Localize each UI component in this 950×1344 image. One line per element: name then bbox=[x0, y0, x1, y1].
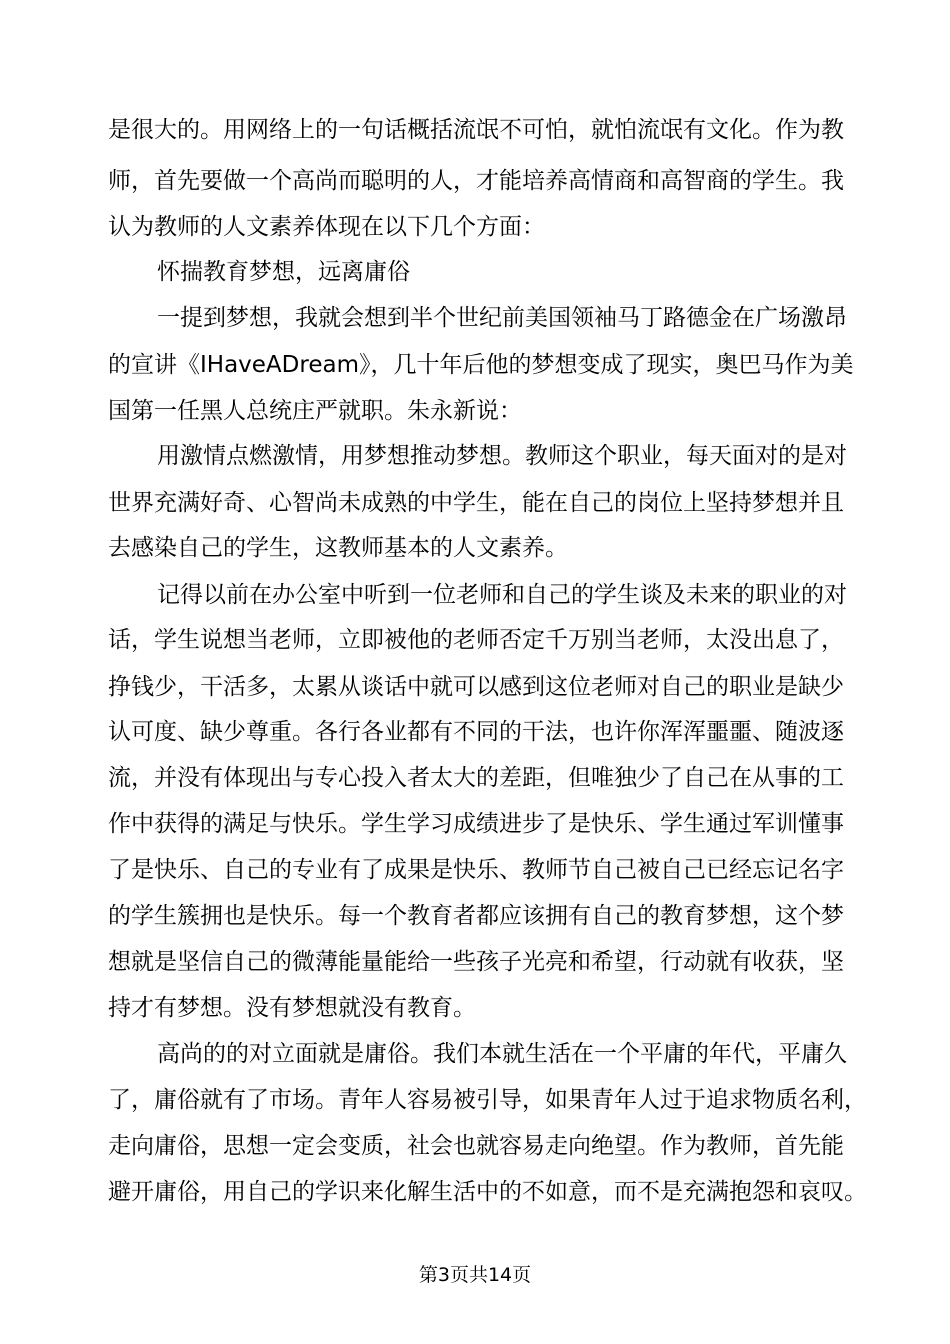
body-line: 作中获得的满足与快乐。学生学习成绩进步了是快乐、学生通过军训懂事 bbox=[108, 811, 844, 837]
body-line: 是很大的。用网络上的一句话概括流氓不可怕，就怕流氓有文化。作为教 bbox=[108, 117, 844, 143]
body-line: 想就是坚信自己的微薄能量能给一些孩子光亮和希望，行动就有收获，坚 bbox=[108, 949, 844, 975]
body-line: 流，并没有体现出与专心投入者太大的差距，但唯独少了自己在从事的工 bbox=[108, 765, 844, 791]
body-line: 世界充满好奇、心智尚未成熟的中学生，能在自己的岗位上坚持梦想并且 bbox=[108, 490, 844, 516]
body-line: 师，首先要做一个高尚而聪明的人，才能培养高情商和高智商的学生。我 bbox=[108, 168, 844, 194]
body-line: 记得以前在办公室中听到一位老师和自己的学生谈及未来的职业的对 bbox=[157, 582, 847, 608]
body-line: 一提到梦想，我就会想到半个世纪前美国领袖马丁路德金在广场激昂 bbox=[157, 305, 847, 331]
body-line: 避开庸俗，用自己的学识来化解生活中的不如意，而不是充满抱怨和哀叹。 bbox=[108, 1179, 867, 1205]
body-line: 去感染自己的学生，这教师基本的人文素养。 bbox=[108, 535, 568, 561]
body-line: 的学生簇拥也是快乐。每一个教育者都应该拥有自己的教育梦想，这个梦 bbox=[108, 903, 844, 929]
body-line: 认可度、缺少尊重。各行各业都有不同的干法，也许你浑浑噩噩、随波逐 bbox=[108, 719, 844, 745]
body-line: 话，学生说想当老师，立即被他的老师否定千万别当老师，太没出息了， bbox=[108, 627, 844, 653]
body-line: 了，庸俗就有了市场。青年人容易被引导，如果青年人过于追求物质名利， bbox=[108, 1087, 867, 1113]
body-line: 的宣讲《IHaveADream》，几十年后他的梦想变成了现实，奥巴马作为美 bbox=[108, 352, 854, 378]
body-line: 了是快乐、自己的专业有了成果是快乐、教师节自己被自己已经忘记名字 bbox=[108, 857, 844, 883]
body-line: 走向庸俗，思想一定会变质，社会也就容易走向绝望。作为教师，首先能 bbox=[108, 1133, 844, 1159]
body-line: 用激情点燃激情，用梦想推动梦想。教师这个职业，每天面对的是对 bbox=[157, 443, 847, 469]
body-line: 高尚的的对立面就是庸俗。我们本就生活在一个平庸的年代，平庸久 bbox=[157, 1041, 847, 1067]
section-heading: 怀揣教育梦想，远离庸俗 bbox=[157, 259, 410, 285]
body-line: 持才有梦想。没有梦想就没有教育。 bbox=[108, 995, 476, 1021]
body-line: 挣钱少，干活多，太累从谈话中就可以感到这位老师对自己的职业是缺少 bbox=[108, 674, 844, 700]
body-line: 国第一任黑人总统庄严就职。朱永新说： bbox=[108, 398, 522, 424]
page-number: 第3页共14页 bbox=[418, 1264, 532, 1286]
body-line: 认为教师的人文素养体现在以下几个方面： bbox=[108, 214, 545, 240]
